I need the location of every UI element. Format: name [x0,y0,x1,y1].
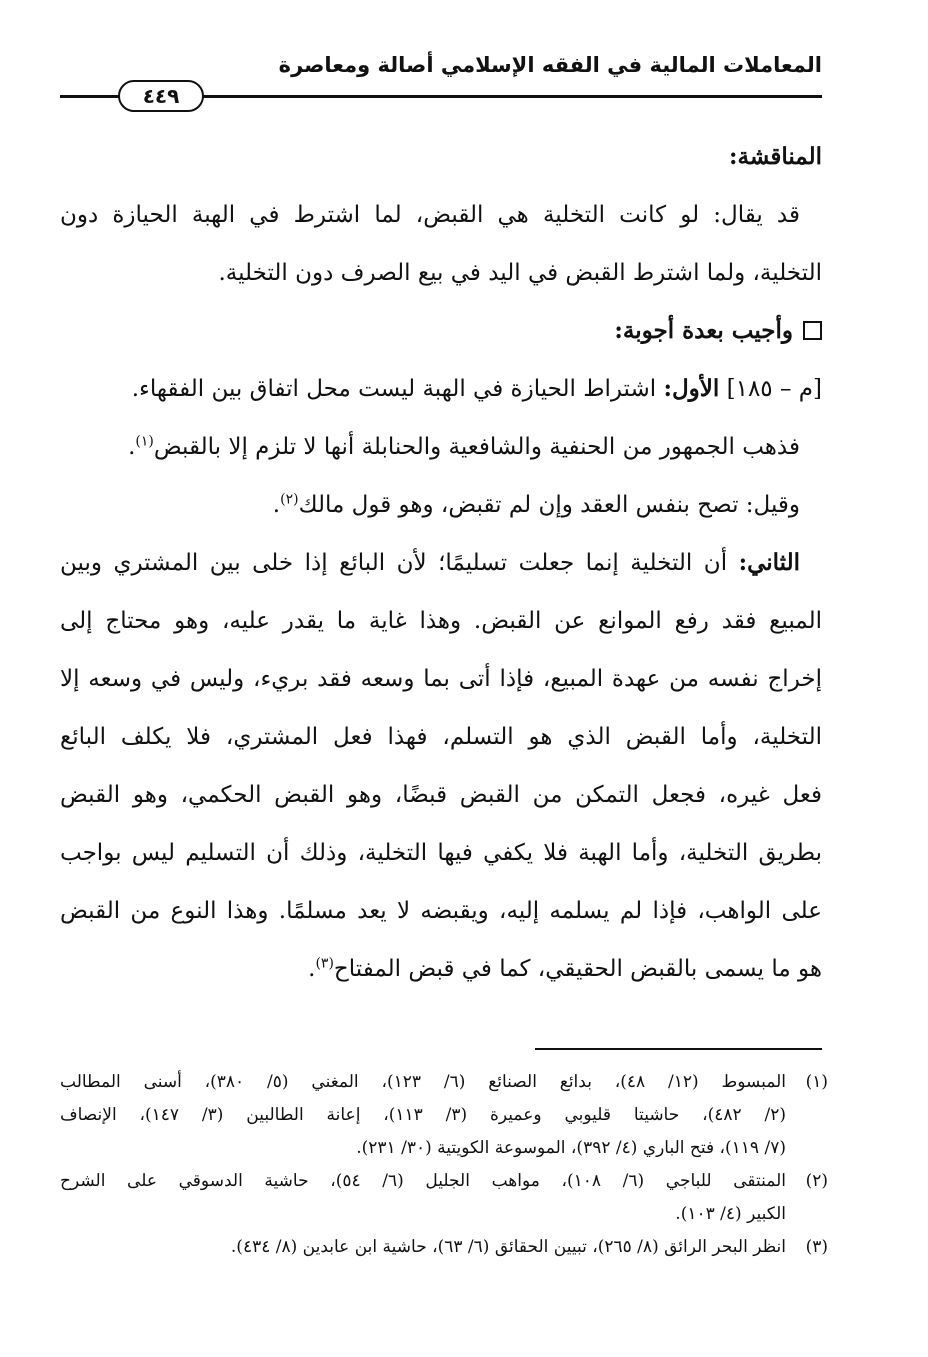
sentence-end: . [308,956,316,982]
second-answer-text: أن التخلية إنما جعلت تسليمًا؛ لأن البائع إذا خلى بين المشتري وبين [60,550,728,576]
first-answer-text: اشتراط الحيازة في الهبة ليست محل اتفاق بين الفقهاء. [131,376,657,402]
sentence-end: . [128,434,136,460]
footnote-2 [60,1165,828,1231]
jumhur-text: فذهب الجمهور من الحنفية والشافعية والحنابلة أنها لا تلزم إلا بالقبض [153,434,800,460]
jumhur-line [60,418,822,476]
footnote-ref[interactable]: (٢) [280,491,299,508]
running-title: المعاملات المالية في الفقه الإسلامي أصالة ومعاصرة [278,53,822,77]
footnote-line: الكبير (٤/ ١٠٣). [675,1204,786,1224]
answers-heading-text: وأجيب بعدة أجوبة: [614,317,793,344]
footnote-rule [535,1048,822,1050]
footnotes [60,1066,828,1264]
first-answer-line [60,360,822,418]
footnote-ref[interactable]: (٣) [315,955,334,972]
footnote-line: (٢/ ٤٨٢)، حاشيتا قليوبي وعميرة (٣/ ١١٣)، إعانة الطالبين (٣/ ١٤٧)، الإنصاف [60,1105,786,1125]
paragraph-line: إخراج نفسه من عهدة المبيع، فإذا أتى بما وسعه فقد بريء، وليس في وسعه إلا [60,666,822,692]
main-text [60,128,822,998]
footnote-line: المبسوط (١٢/ ٤٨)، بدائع الصنائع (٦/ ١٢٣)، المغني (٥/ ٣٨٠)، أسنى المطالب [60,1072,786,1092]
second-answer-line [60,534,822,592]
paragraph-text: هو ما يسمى بالقبض الحقيقي، كما في قبض المفتاح [333,956,822,982]
paragraph-line: فعل غيره، فجعل التمكن من القبض قبضًا، وهو القبض الحكمي، وهو القبض [60,782,822,808]
paragraph-line: التخلية، وأما القبض الذي هو التسلم، فهذا فعل المشتري، فلا يكلف البائع [60,724,822,750]
paragraph-line: المبيع فقد رفع الموانع عن القبض. وهذا غاية ما يقدر عليه، وهو محتاج إلى [60,608,822,634]
second-answer-label: الثاني: [738,549,801,576]
first-answer-label: الأول: [663,375,720,402]
paragraph-line: على الواهب، فإذا لم يسلمه إليه، ويقبضه لا يعد مسلمًا. وهذا النوع من القبض [60,898,822,924]
ruling-ref: [م – ١٨٥] [726,376,822,402]
footnote-ref[interactable]: (١) [135,433,154,450]
section-heading: المناقشة: [729,143,822,170]
qila-text: وقيل: تصح بنفس العقد وإن لم تقبض، وهو قول مالك [298,492,800,518]
paragraph-line-last [60,940,822,998]
footnote-3 [60,1231,828,1264]
footnote-line: (٧/ ١١٩)، فتح الباري (٤/ ٣٩٢)، الموسوعة الكويتية (٣٠/ ٢٣١). [356,1138,786,1158]
checkbox-icon [803,321,822,340]
paragraph-line: قد يقال: لو كانت التخلية هي القبض، لما اشترط في الهبة الحيازة دون [60,202,800,228]
footnote-number: (١) [805,1072,828,1092]
qila-line [60,476,822,534]
footnote-1 [60,1066,828,1165]
sentence-end: . [272,492,281,518]
answers-heading [60,302,822,360]
paragraph-line: التخلية، ولما اشترط القبض في اليد في بيع الصرف دون التخلية. [218,260,822,286]
page-number: ٤٤٩ [118,80,204,112]
footnote-line: انظر البحر الرائق (٨/ ٢٦٥)، تبيين الحقائق (٦/ ٦٣)، حاشية ابن عابدين (٨/ ٤٣٤). [230,1237,786,1257]
footnote-number: (٣) [805,1237,828,1257]
paragraph-line: بطريق التخلية، وأما الهبة فلا يكفي فيها التخلية، وذلك أن التسليم ليس بواجب [60,840,822,866]
footnote-number: (٢) [805,1171,828,1191]
footnote-line: المنتقى للباجي (٦/ ١٠٨)، مواهب الجليل (٦/ ٥٤)، حاشية الدسوقي على الشرح [60,1171,786,1191]
